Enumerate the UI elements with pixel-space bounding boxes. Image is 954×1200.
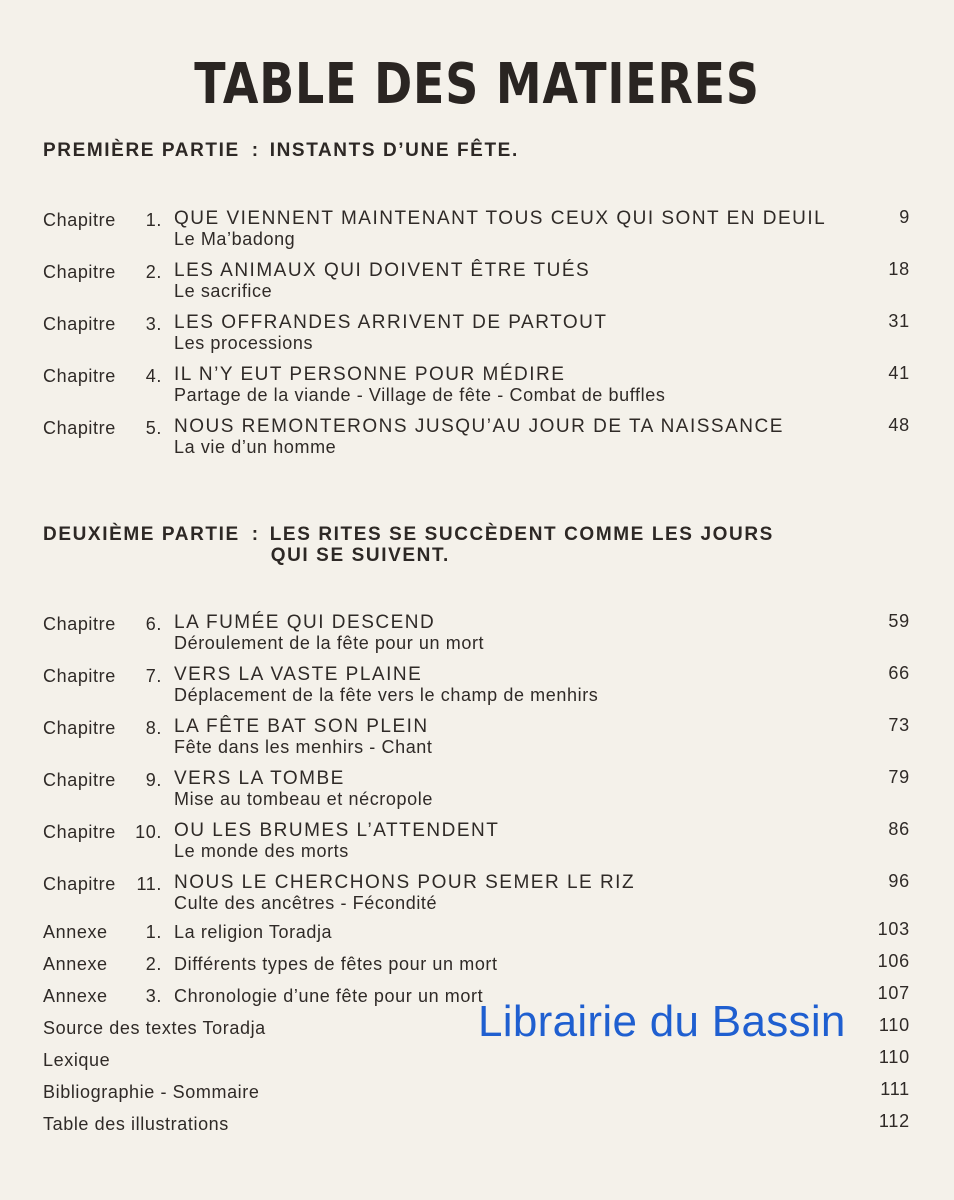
entry-title: QUE VIENNENT MAINTENANT TOUS CEUX QUI SONT EN DEUIL (174, 208, 827, 229)
entry-page-number: 79 (888, 767, 910, 787)
entry-subtitle: Partage de la viande - Village de fête - Combat de buffles (174, 385, 666, 405)
entry-kind: Chapitre (43, 262, 116, 282)
entry-title: VERS LA TOMBE (174, 768, 345, 789)
entry-title: LES ANIMAUX QUI DOIVENT ÊTRE TUÉS (174, 260, 591, 281)
part-separator: : (251, 524, 260, 545)
entry-kind: Annexe (43, 986, 108, 1006)
entry-subtitle: Déplacement de la fête vers le champ de menhirs (174, 685, 599, 705)
entry-number: 10. (135, 822, 162, 842)
entry-kind: Chapitre (43, 874, 116, 894)
entry-page-number: 18 (888, 259, 910, 279)
part-label: DEUXIÈME PARTIE (43, 524, 240, 545)
entry-number: 3. (145, 314, 162, 334)
entry-number: 5. (145, 418, 162, 438)
entry-kind: Annexe (43, 922, 108, 942)
entry-page-number: 31 (888, 311, 910, 331)
entry-subtitle: Mise au tombeau et nécropole (174, 789, 433, 809)
entry-title: Table des illustrations (43, 1114, 229, 1134)
watermark: Librairie du Bassin (478, 997, 846, 1046)
part-heading-2 (43, 524, 774, 566)
entry-title: NOUS LE CHERCHONS POUR SEMER LE RIZ (174, 872, 636, 893)
entry-title: VERS LA VASTE PLAINE (174, 664, 423, 685)
entry-title: OU LES BRUMES L’ATTENDENT (174, 820, 500, 841)
part-title (270, 524, 774, 566)
entry-page-number: 110 (878, 1015, 910, 1035)
entry-subtitle: Fête dans les menhirs - Chant (174, 737, 433, 757)
entry-kind: Chapitre (43, 366, 116, 386)
part-title-line: QUI SE SUIVENT. (270, 545, 450, 566)
entry-subtitle: La vie d’un homme (174, 437, 337, 457)
entry-number: 2. (145, 954, 162, 974)
entry-number: 7. (145, 666, 162, 686)
entry-title: Bibliographie - Sommaire (43, 1082, 260, 1102)
entry-number: 8. (145, 718, 162, 738)
entry-number: 4. (145, 366, 162, 386)
entry-page-number: 66 (888, 663, 910, 683)
entry-page-number: 48 (888, 415, 910, 435)
part-heading-1 (43, 140, 519, 162)
entry-kind: Chapitre (43, 418, 116, 438)
entry-title: Source des textes Toradja (43, 1018, 266, 1038)
entry-kind: Chapitre (43, 822, 116, 842)
entry-title: IL N’Y EUT PERSONNE POUR MÉDIRE (174, 364, 566, 385)
entry-subtitle: Le Ma’badong (174, 229, 296, 249)
part-title (270, 140, 519, 161)
entry-page-number: 41 (888, 363, 910, 383)
entry-number: 9. (145, 770, 162, 790)
entry-title: LA FUMÉE QUI DESCEND (174, 612, 436, 633)
entry-page-number: 106 (877, 951, 910, 971)
entry-title: Différents types de fêtes pour un mort (174, 954, 498, 974)
entry-subtitle: Culte des ancêtres - Fécondité (174, 893, 438, 913)
entry-kind: Chapitre (43, 666, 116, 686)
entry-subtitle: Déroulement de la fête pour un mort (174, 633, 485, 653)
entry-page-number: 96 (888, 871, 910, 891)
entry-page-number: 59 (888, 611, 910, 631)
entry-page-number: 111 (880, 1079, 910, 1099)
entry-number: 2. (145, 262, 162, 282)
entry-subtitle: Le sacrifice (174, 281, 273, 301)
entry-page-number: 107 (877, 983, 910, 1003)
entry-title: NOUS REMONTERONS JUSQU’AU JOUR DE TA NAISSANCE (174, 416, 784, 437)
entry-title: La religion Toradja (174, 922, 333, 942)
entry-page-number: 73 (888, 715, 910, 735)
entry-number: 3. (145, 986, 162, 1006)
entry-kind: Chapitre (43, 314, 116, 334)
entry-title: Lexique (43, 1050, 111, 1070)
entry-kind: Chapitre (43, 718, 116, 738)
part-title-line: LES RITES SE SUCCÈDENT COMME LES JOURS (269, 524, 774, 545)
part-label: PREMIÈRE PARTIE (43, 140, 240, 161)
entry-page-number: 86 (888, 819, 910, 839)
entry-number: 1. (145, 922, 162, 942)
entry-number: 6. (145, 614, 162, 634)
entry-kind: Chapitre (43, 210, 116, 230)
entry-kind: Chapitre (43, 770, 116, 790)
entry-page-number: 9 (899, 207, 910, 227)
entry-title: LA FÊTE BAT SON PLEIN (174, 716, 429, 737)
entry-page-number: 112 (878, 1111, 910, 1131)
entry-number: 11. (136, 874, 162, 894)
entry-page-number: 103 (877, 919, 910, 939)
entry-number: 1. (145, 210, 162, 230)
entry-subtitle: Le monde des morts (174, 841, 349, 861)
entry-kind: Annexe (43, 954, 108, 974)
part-title-line: INSTANTS D’UNE FÊTE. (269, 140, 519, 161)
entry-title: Chronologie d’une fête pour un mort (174, 986, 484, 1006)
page-title: TABLE DES MATIERES (194, 52, 760, 117)
entry-kind: Chapitre (43, 614, 116, 634)
part-separator: : (251, 140, 260, 161)
entry-page-number: 110 (878, 1047, 910, 1067)
entry-subtitle: Les processions (174, 333, 314, 353)
entry-title: LES OFFRANDES ARRIVENT DE PARTOUT (174, 312, 608, 333)
